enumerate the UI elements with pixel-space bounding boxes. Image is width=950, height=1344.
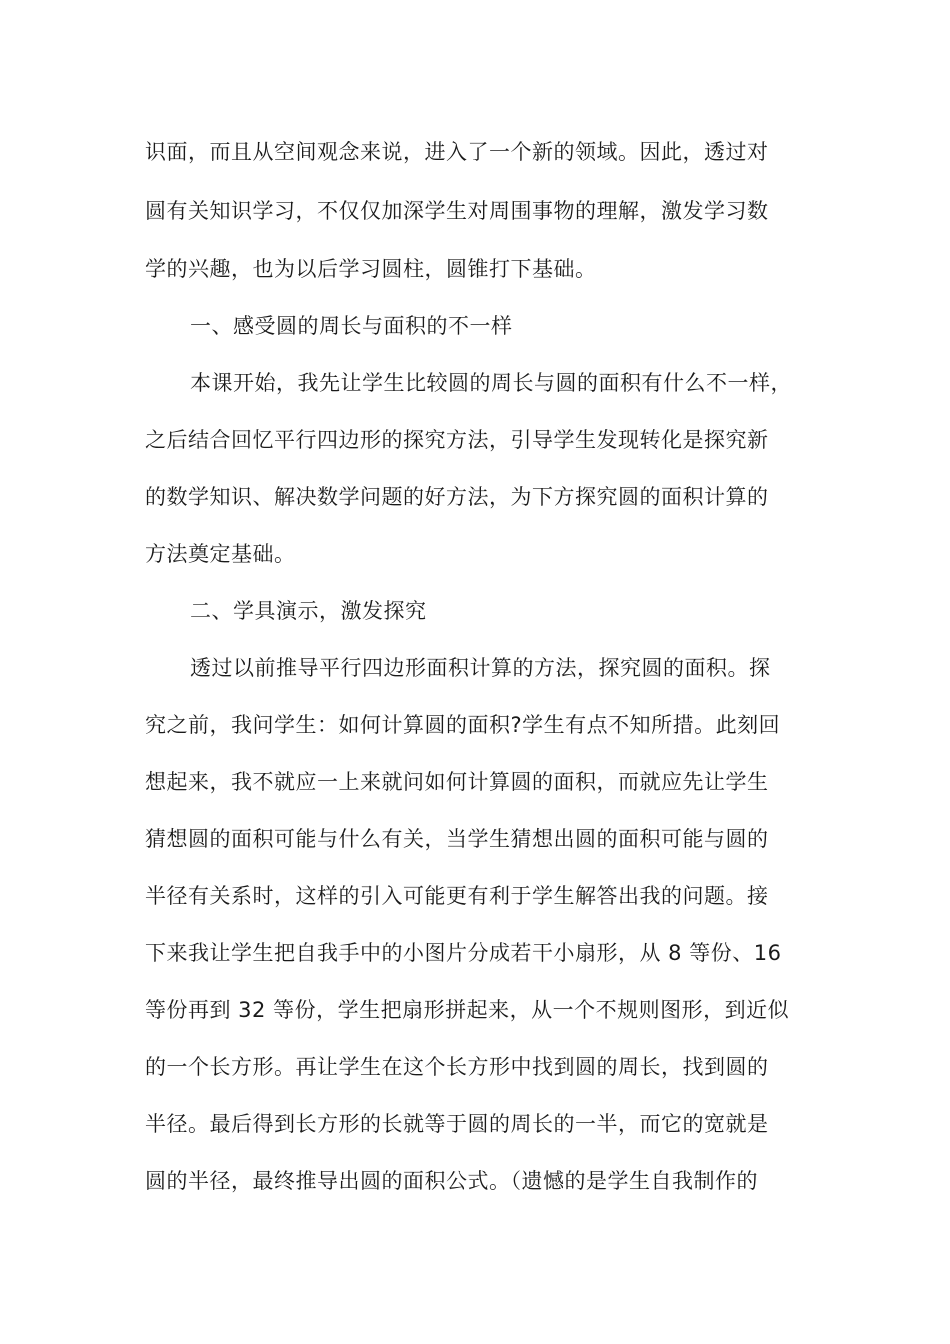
text-line: 圆有关知识学习，不仅仅加深学生对周围事物的理解，激发学习数 bbox=[145, 199, 769, 223]
text-line: 半径。最后得到长方形的长就等于圆的周长的一半，而它的宽就是 bbox=[145, 1112, 769, 1136]
text-line: 本课开始，我先让学生比较圆的周长与圆的面积有什么不一样， bbox=[190, 371, 792, 395]
section-heading: 一、感受圆的周长与面积的不一样 bbox=[190, 314, 513, 338]
text-line: 透过以前推导平行四边形面积计算的方法，探究圆的面积。探 bbox=[190, 656, 771, 680]
text-line: 的一个长方形。再让学生在这个长方形中找到圆的周长，找到圆的 bbox=[145, 1055, 769, 1079]
text-line: 圆的半径，最终推导出圆的面积公式。（遗憾的是学生自我制作的 bbox=[145, 1169, 758, 1193]
text-line: 学的兴趣，也为以后学习圆柱，圆锥打下基础。 bbox=[145, 257, 597, 281]
text-line: 半径有关系时，这样的引入可能更有利于学生解答出我的问题。接 bbox=[145, 884, 769, 908]
text-line: 想起来，我不就应一上来就问如何计算圆的面积，而就应先让学生 bbox=[145, 770, 769, 794]
section-heading: 二、学具演示，激发探究 bbox=[190, 599, 427, 623]
text-line: 的数学知识、解决数学问题的好方法，为下方探究圆的面积计算的 bbox=[145, 485, 769, 509]
text-line: 识面，而且从空间观念来说，进入了一个新的领域。因此，透过对 bbox=[145, 140, 769, 164]
text-line: 之后结合回忆平行四边形的探究方法，引导学生发现转化是探究新 bbox=[145, 428, 769, 452]
text-line: 下来我让学生把自我手中的小图片分成若干小扇形，从 8 等份、16 bbox=[145, 941, 782, 965]
text-line: 等份再到 32 等份，学生把扇形拼起来，从一个不规则图形，到近似 bbox=[145, 998, 790, 1022]
text-line: 方法奠定基础。 bbox=[145, 542, 296, 566]
text-line: 猜想圆的面积可能与什么有关，当学生猜想出圆的面积可能与圆的 bbox=[145, 827, 769, 851]
text-line: 究之前，我问学生：如何计算圆的面积?学生有点不知所措。此刻回 bbox=[145, 713, 781, 737]
